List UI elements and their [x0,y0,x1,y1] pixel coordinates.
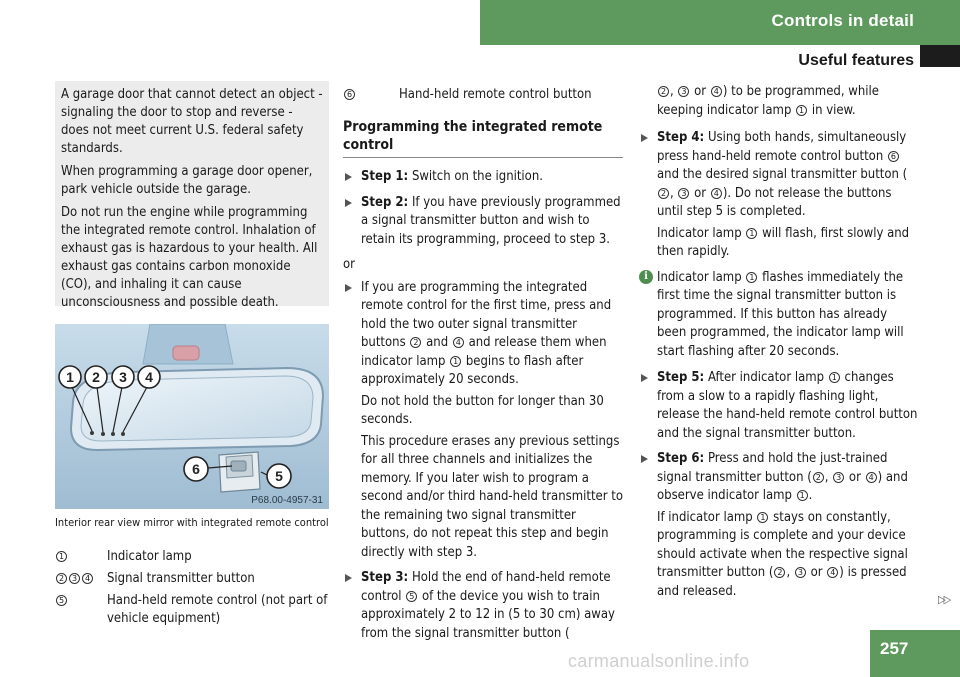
subsection-title: Useful features [798,52,914,69]
callout-2 [85,366,107,388]
watermark: carmanualsonline.info [568,651,750,671]
section-heading: Programming the integrated remote control [343,118,623,158]
figure-ref: P68.00-4957-31 [251,495,323,506]
step-3-continued: 2 , 3 or 4 ) to be programmed, while keeping indicator lamp 1 in view. [657,84,879,118]
page-number: 257 [870,630,960,677]
warning-text: When programming a garage door opener, park vehicle outside the garage. [61,164,313,197]
column-right [639,83,919,608]
bullet-arrow-icon [641,455,648,463]
or-text: or [343,257,355,272]
svg-text:1: 1 [66,369,74,385]
callout-3 [112,366,134,388]
warning-box [55,81,329,310]
section-title: Controls in detail [771,11,914,30]
step-6: Step 6: Press and hold the just-trained signal transmitter button ( 2 , 3 or 4 ) and observe indicator lamp 1 . If indicator lamp 1 stays on constantly, programming is complete and your device should activate when the respective signal transmitter button ( 2 , 3 or 4 ) is pressed and released. [639,450,919,601]
rear-view-mirror-illustration [55,324,329,509]
step-4: Step 4: Using both hands, simultaneously press hand-held remote control button 6 and the desired signal transmitter button (2 , 3 or 4 ). Do not release the buttons until step 5 is completed. Indicator lamp 1 will flash, first slowly and then rapidly. [639,129,919,262]
bullet-arrow-icon [641,134,648,142]
column-middle [343,86,623,650]
bullet-arrow-icon [345,284,352,292]
step-2: Step 2: If you have previously programmed a signal transmitter button and wish to retain its programming, proceed to step 3. [343,194,623,250]
continue-arrow-icon: ▷▷ [938,593,950,606]
bullet-arrow-icon [345,199,352,207]
step-3: Step 3: Hold the end of hand-held remote control 5 of the device you wish to train approximately 2 to 12 in (5 to 30 cm) away from the signal transmitter button ( [343,569,623,643]
svg-text:2: 2 [92,369,100,385]
step-2-alternative: If you are programming the integrated remote control for the first time, press and hold the two outer signal transmitter buttons 2 and 4 and release them when indicator lamp 1 begins to flash after approximately 20 seconds. Do not hold the button for longer than 30 seconds. This procedure erases any previous settings for all three channels and initializes the memory. If you later wish to program a second and/or third hand-held transmitter to the remaining two signal transmitter buttons, do not repeat this step and begin directly with step 3. [343,279,623,563]
bullet-arrow-icon [641,374,648,382]
info-icon: i [639,270,653,284]
legend-item: 6 Hand-held remote control button [343,86,623,104]
bullet-arrow-icon [345,574,352,582]
bullet-arrow-icon [345,173,352,181]
info-note: i Indicator lamp 1 flashes immediately the first time the signal transmitter button is programmed. If this button has already been programmed, the indicator lamp will start flashing after 20 seconds. [639,269,919,362]
figure-caption: Interior rear view mirror with integrated remote control [55,516,329,529]
callout-5 [267,464,291,488]
warning-text: A garage door that cannot detect an object - signaling the door to stop and reverse - does not meet current U.S. federal safety standards. [61,87,323,156]
warning-text: Do not run the engine while programming the integrated remote control. Inhalation of exhaust gas is hazardous to your health. All exhaust gas contains carbon monoxide (CO), and inhaling it can cause unconsciousness and possible death. [61,205,318,310]
step-1: Step 1: Switch on the ignition. [343,168,623,187]
svg-text:5: 5 [275,468,283,484]
svg-text:3: 3 [119,369,127,385]
svg-text:6: 6 [192,461,200,477]
callout-6 [184,457,208,481]
step-5: Step 5: After indicator lamp 1 changes from a slow to a rapidly flashing light, release the hand-held remote control button and the signal transmitter button. [639,369,919,443]
header-tab [920,45,960,67]
callout-1 [59,366,81,388]
svg-text:4: 4 [145,369,153,385]
mirror-figure [55,324,329,509]
callout-4 [138,366,160,388]
